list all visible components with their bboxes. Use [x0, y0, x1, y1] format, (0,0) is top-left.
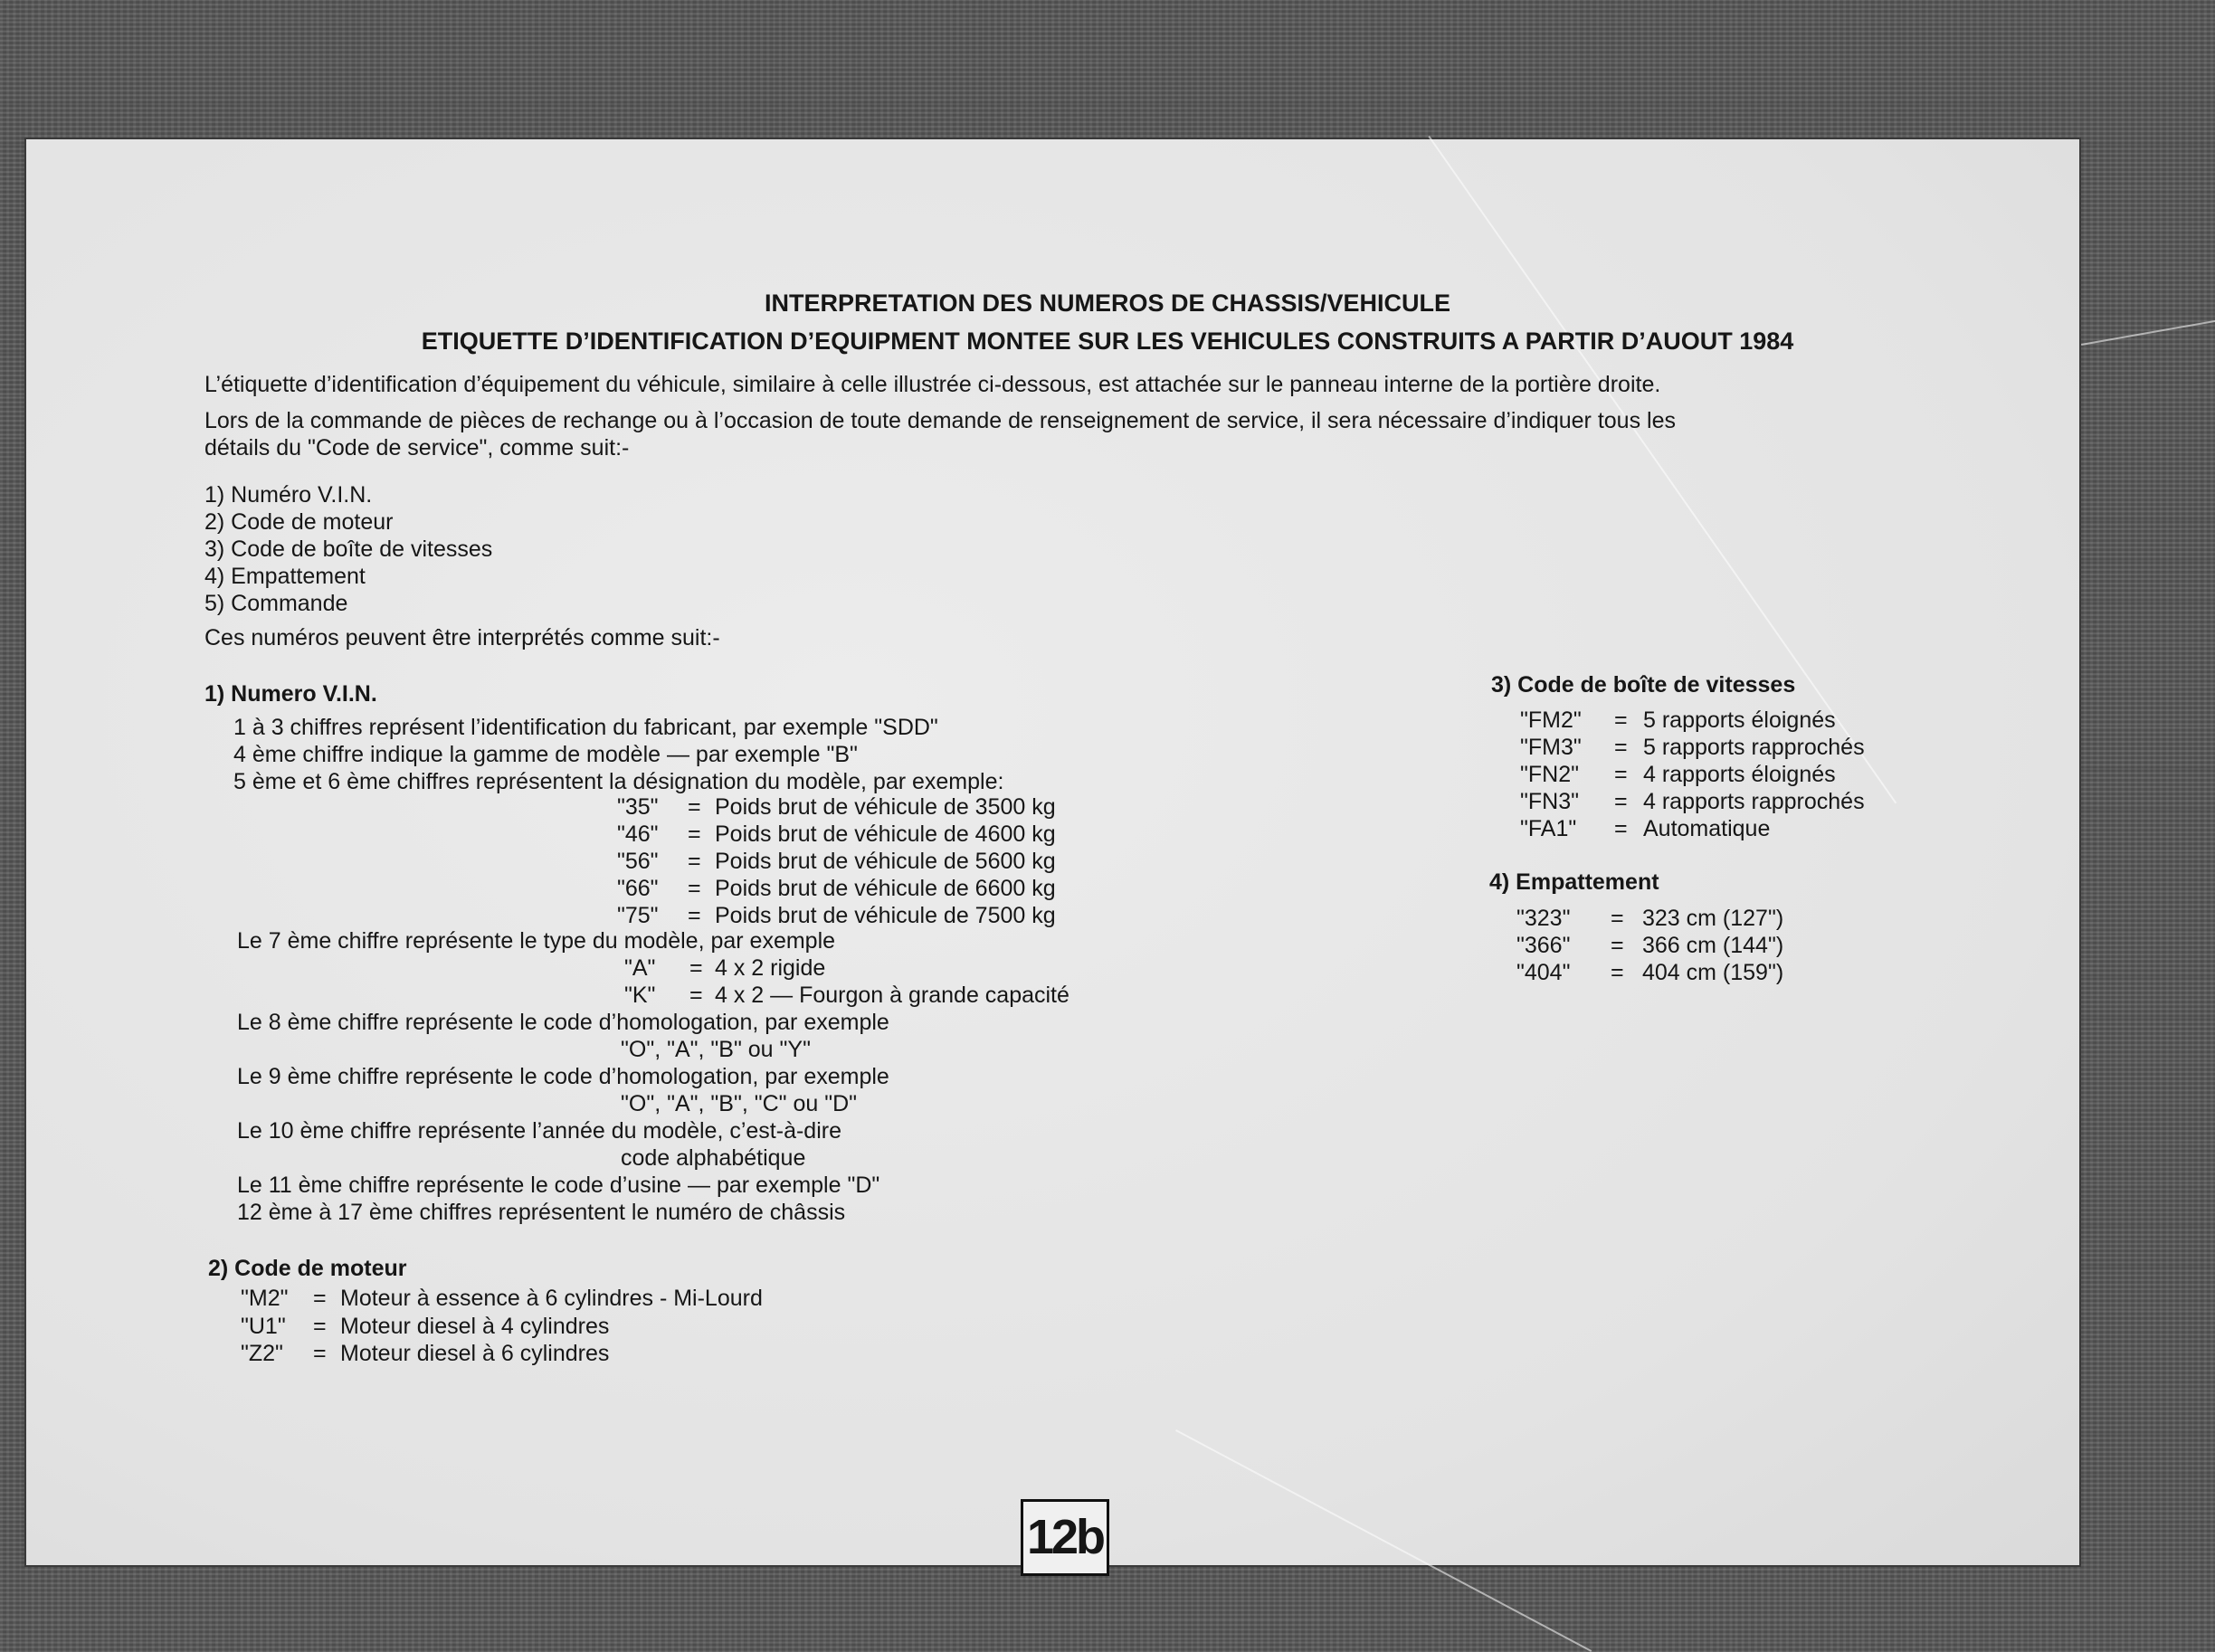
gearbox-desc: 5 rapports rapprochés [1643, 735, 1865, 760]
weight-code: "66" [617, 876, 659, 901]
list-item: 1) Numéro V.I.N. [204, 482, 373, 508]
wheelbase-desc: 366 cm (144") [1642, 933, 1784, 958]
document-subtitle: ETIQUETTE D’IDENTIFICATION D’EQUIPMENT MONTEE SUR LES VEHICULES CONSTRUITS A PARTIR D’AUOUT 1984 [421, 328, 1794, 355]
gearbox-code: "FM2" [1520, 707, 1582, 733]
gearbox-desc: 4 rapports éloignés [1643, 762, 1836, 787]
wheelbase-code: "404" [1516, 960, 1571, 985]
weight-desc: Poids brut de véhicule de 4600 kg [715, 821, 1056, 847]
engine-code: "M2" [241, 1286, 289, 1311]
list-item: 2) Code de moteur [204, 509, 394, 535]
list-item: 4) Empattement [204, 564, 366, 589]
wheelbase-code: "323" [1516, 906, 1571, 931]
type-desc: 4 x 2 rigide [715, 955, 826, 981]
gearbox-code: "FM3" [1520, 735, 1582, 760]
wheelbase-code: "366" [1516, 933, 1571, 958]
page-number: 12b [1021, 1499, 1109, 1576]
weight-desc: Poids brut de véhicule de 7500 kg [715, 903, 1056, 928]
engine-code: "U1" [241, 1314, 286, 1339]
equals-sign: = [1614, 816, 1628, 841]
section-heading-engine: 2) Code de moteur [208, 1256, 407, 1281]
equals-sign: = [1611, 906, 1624, 931]
equals-sign: = [1611, 960, 1624, 985]
weight-code: "75" [617, 903, 659, 928]
vin-line: 5 ème et 6 ème chiffres représentent la désignation du modèle, par exemple: [233, 769, 1004, 794]
wheelbase-desc: 404 cm (159") [1642, 960, 1784, 985]
type-code: "K" [624, 983, 656, 1008]
weight-code: "56" [617, 849, 659, 874]
gearbox-code: "FA1" [1520, 816, 1577, 841]
list-item: 5) Commande [204, 591, 348, 616]
engine-desc: Moteur diesel à 4 cylindres [340, 1314, 610, 1339]
section-heading-gearbox: 3) Code de boîte de vitesses [1491, 672, 1796, 698]
equals-sign: = [1614, 789, 1628, 814]
vin-line: Le 10 ème chiffre représente l’année du modèle, c’est-à-dire [237, 1118, 841, 1144]
vin-line: Le 9 ème chiffre représente le code d’homologation, par exemple [237, 1064, 889, 1089]
vin-line: 1 à 3 chiffres représent l’identification du fabricant, par exemple "SDD" [233, 715, 938, 740]
equals-sign: = [1611, 933, 1624, 958]
intro-paragraph: Lors de la commande de pièces de rechange ou à l’occasion de toute demande de renseignement de service, il sera nécessaire d’indiquer tous les [204, 408, 1676, 433]
engine-desc: Moteur diesel à 6 cylindres [340, 1341, 610, 1366]
gearbox-desc: 4 rapports rapprochés [1643, 789, 1865, 814]
vin-line: 12 ème à 17 ème chiffres représentent le numéro de châssis [237, 1200, 846, 1225]
weight-desc: Poids brut de véhicule de 5600 kg [715, 849, 1056, 874]
list-item: 3) Code de boîte de vitesses [204, 536, 493, 562]
section-heading-wheelbase: 4) Empattement [1489, 869, 1659, 895]
weight-desc: Poids brut de véhicule de 6600 kg [715, 876, 1056, 901]
vin-line: 4 ème chiffre indique la gamme de modèle — par exemple "B" [233, 742, 858, 767]
vin-line: Le 11 ème chiffre représente le code d’usine — par exemple "D" [237, 1173, 880, 1198]
vin-line: "O", "A", "B" ou "Y" [621, 1037, 811, 1062]
equals-sign: = [688, 821, 701, 847]
type-desc: 4 x 2 — Fourgon à grande capacité [715, 983, 1069, 1008]
vin-line: Le 8 ème chiffre représente le code d’homologation, par exemple [237, 1010, 889, 1035]
equals-sign: = [313, 1341, 327, 1366]
document-title: INTERPRETATION DES NUMEROS DE CHASSIS/VEHICULE [764, 290, 1451, 317]
gearbox-code: "FN3" [1520, 789, 1579, 814]
gearbox-code: "FN2" [1520, 762, 1579, 787]
equals-sign: = [688, 876, 701, 901]
weight-desc: Poids brut de véhicule de 3500 kg [715, 794, 1056, 820]
intro-paragraph: L’étiquette d’identification d’équipement du véhicule, similaire à celle illustrée ci-dessous, est attachée sur le panneau interne de la portière droite. [204, 372, 1661, 397]
weight-code: "35" [617, 794, 659, 820]
equals-sign: = [688, 849, 701, 874]
intro-paragraph: détails du "Code de service", comme suit:- [204, 435, 630, 460]
vin-line: "O", "A", "B", "C" ou "D" [621, 1091, 858, 1116]
gearbox-desc: 5 rapports éloignés [1643, 707, 1836, 733]
vin-line: Le 7 ème chiffre représente le type du modèle, par exemple [237, 928, 836, 954]
wheelbase-desc: 323 cm (127") [1642, 906, 1784, 931]
engine-desc: Moteur à essence à 6 cylindres - Mi-Lourd [340, 1286, 763, 1311]
gearbox-desc: Automatique [1643, 816, 1771, 841]
vin-line: code alphabétique [621, 1145, 806, 1171]
intro-paragraph: Ces numéros peuvent être interprétés comme suit:- [204, 625, 720, 650]
engine-code: "Z2" [241, 1341, 283, 1366]
equals-sign: = [688, 903, 701, 928]
equals-sign: = [1614, 762, 1628, 787]
section-heading-vin: 1) Numero V.I.N. [204, 681, 377, 707]
type-code: "A" [624, 955, 656, 981]
equals-sign: = [689, 955, 703, 981]
equals-sign: = [313, 1286, 327, 1311]
equals-sign: = [1614, 735, 1628, 760]
equals-sign: = [313, 1314, 327, 1339]
equals-sign: = [688, 794, 701, 820]
equals-sign: = [689, 983, 703, 1008]
equals-sign: = [1614, 707, 1628, 733]
weight-code: "46" [617, 821, 659, 847]
